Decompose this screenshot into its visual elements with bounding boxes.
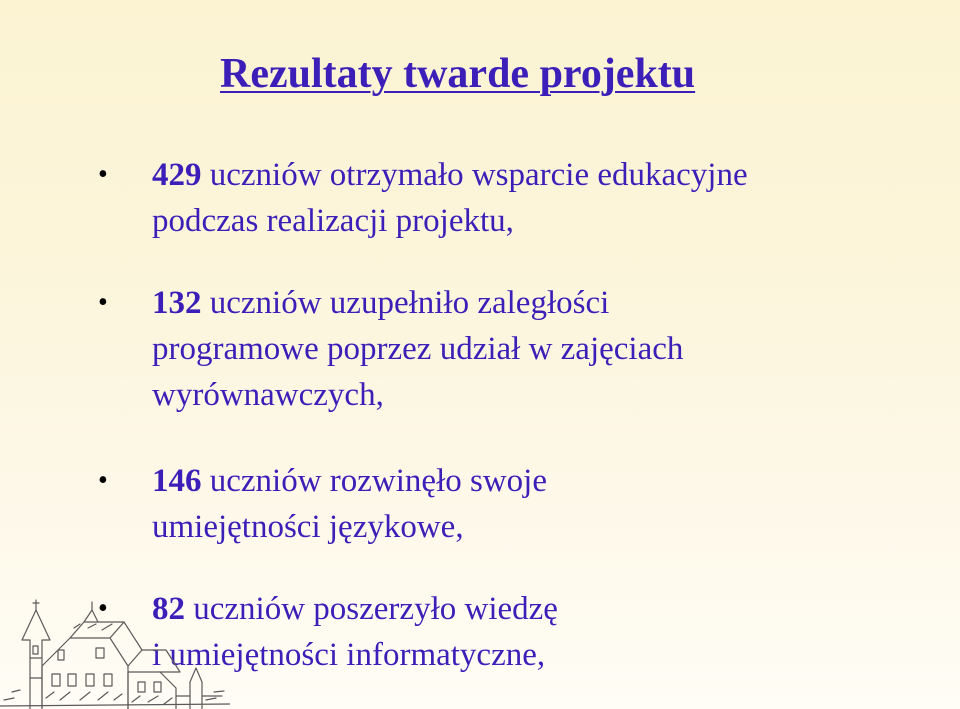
result-count: 146: [152, 463, 202, 499]
slide-title: Rezultaty twarde projektu: [220, 51, 696, 97]
result-count: 82: [152, 591, 185, 627]
result-text-line: uczniów poszerzyło wiedzę: [185, 591, 558, 627]
list-item: [98, 586, 932, 678]
result-text-line: programowe poprzez udział w zajęciach: [152, 331, 684, 367]
list-item: [98, 458, 932, 550]
result-count: 132: [152, 285, 202, 321]
result-text-line: umiejętności językowe,: [152, 509, 464, 545]
bullet-icon: •: [98, 593, 108, 624]
result-text-line: uczniów uzupełniło zaległości: [201, 285, 610, 321]
result-count: 429: [152, 157, 202, 193]
bullet-icon: •: [98, 287, 108, 318]
list-item: [98, 152, 932, 244]
result-text-line: wyrównawczych,: [152, 377, 384, 413]
result-text-line: podczas realizacji projektu,: [152, 203, 514, 239]
result-text-line: uczniów rozwinęło swoje: [201, 463, 547, 499]
list-item: [98, 280, 932, 418]
result-text-line: i umiejętności informatyczne,: [152, 637, 546, 673]
bullet-icon: •: [98, 465, 108, 496]
bullet-icon: •: [98, 159, 108, 190]
castle-sketch-icon: [0, 588, 230, 709]
result-text-line: uczniów otrzymało wsparcie edukacyjne: [201, 157, 748, 193]
